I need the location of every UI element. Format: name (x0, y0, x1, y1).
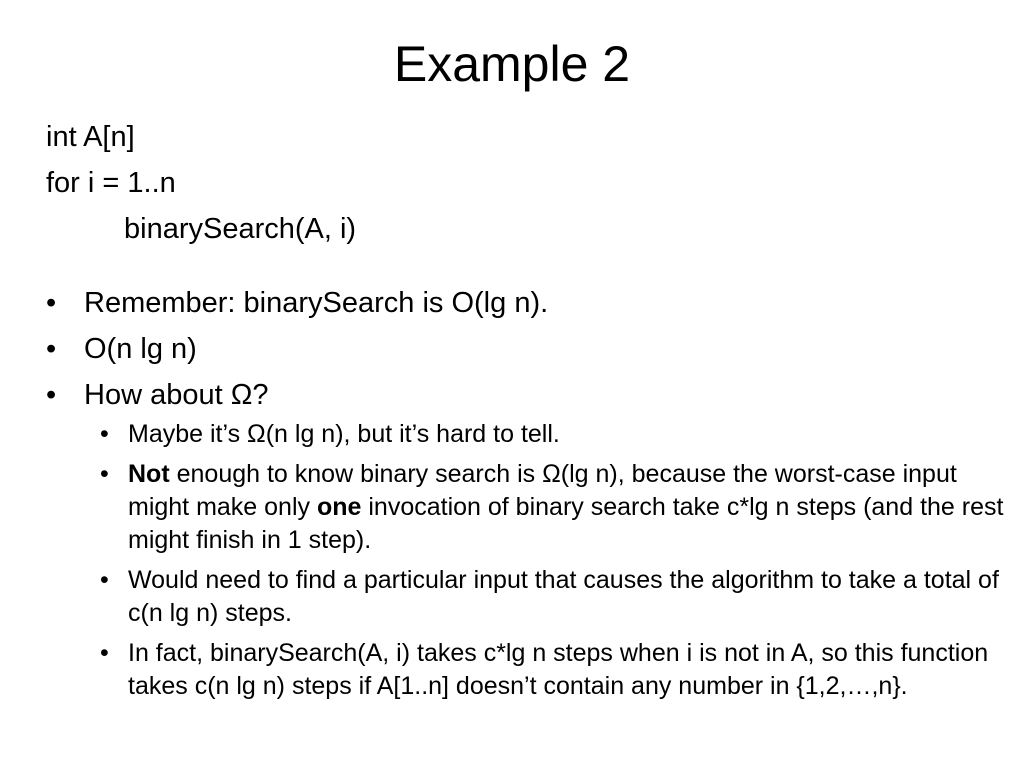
bullet-list (46, 280, 1006, 710)
emphasis-text: Not (128, 460, 170, 488)
sub-bullet-text: invocation of binary search take c*lg n steps (and the rest might finish in 1 step). (128, 493, 1004, 554)
bullet-glyph: • (46, 333, 57, 365)
code-line-1: int A[n] (46, 121, 135, 153)
bullet-item (46, 280, 1006, 326)
sub-bullet-glyph: • (100, 420, 109, 448)
sub-bullet-item (46, 564, 1006, 630)
slide-title: Example 2 (393, 36, 631, 92)
code-block (46, 114, 356, 252)
code-line-2: for i = 1..n (46, 167, 176, 199)
sub-bullet-group (46, 418, 1006, 703)
sub-bullet-text: Maybe it’s Ω(n lg n), but it’s hard to tell. (128, 420, 560, 448)
sub-bullet-glyph: • (100, 460, 109, 488)
bullet-glyph: • (46, 287, 57, 319)
sub-bullet-glyph: • (100, 639, 109, 667)
emphasis-text: one (316, 493, 362, 521)
sub-bullet-item (46, 458, 1006, 557)
sub-bullet-text: In fact, binarySearch(A, i) takes c*lg n steps when i is not in A, so this function takes c(n lg n) steps if A[1..n] doesn’t contain any number in {1,2,…,n}. (128, 639, 989, 700)
sub-bullet-text: enough to know binary search is Ω(lg n), because the worst-case input might make only (128, 460, 957, 521)
bullet-text: How about Ω? (84, 379, 269, 411)
sub-bullet-text: Would need to find a particular input that causes the algorithm to take a total of c(n lg n) steps. (128, 566, 999, 627)
bullet-text: O(n lg n) (84, 333, 197, 365)
bullet-item (46, 372, 1006, 418)
code-line-3: binarySearch(A, i) (124, 213, 357, 245)
bullet-text: Remember: binarySearch is O(lg n). (84, 287, 549, 319)
sub-bullet-list (46, 418, 1006, 703)
sub-bullet-item (46, 637, 1006, 703)
bullet-item (46, 326, 1006, 372)
sub-bullet-item (46, 418, 1006, 451)
bullet-glyph: • (46, 379, 57, 411)
sub-bullet-glyph: • (100, 566, 109, 594)
